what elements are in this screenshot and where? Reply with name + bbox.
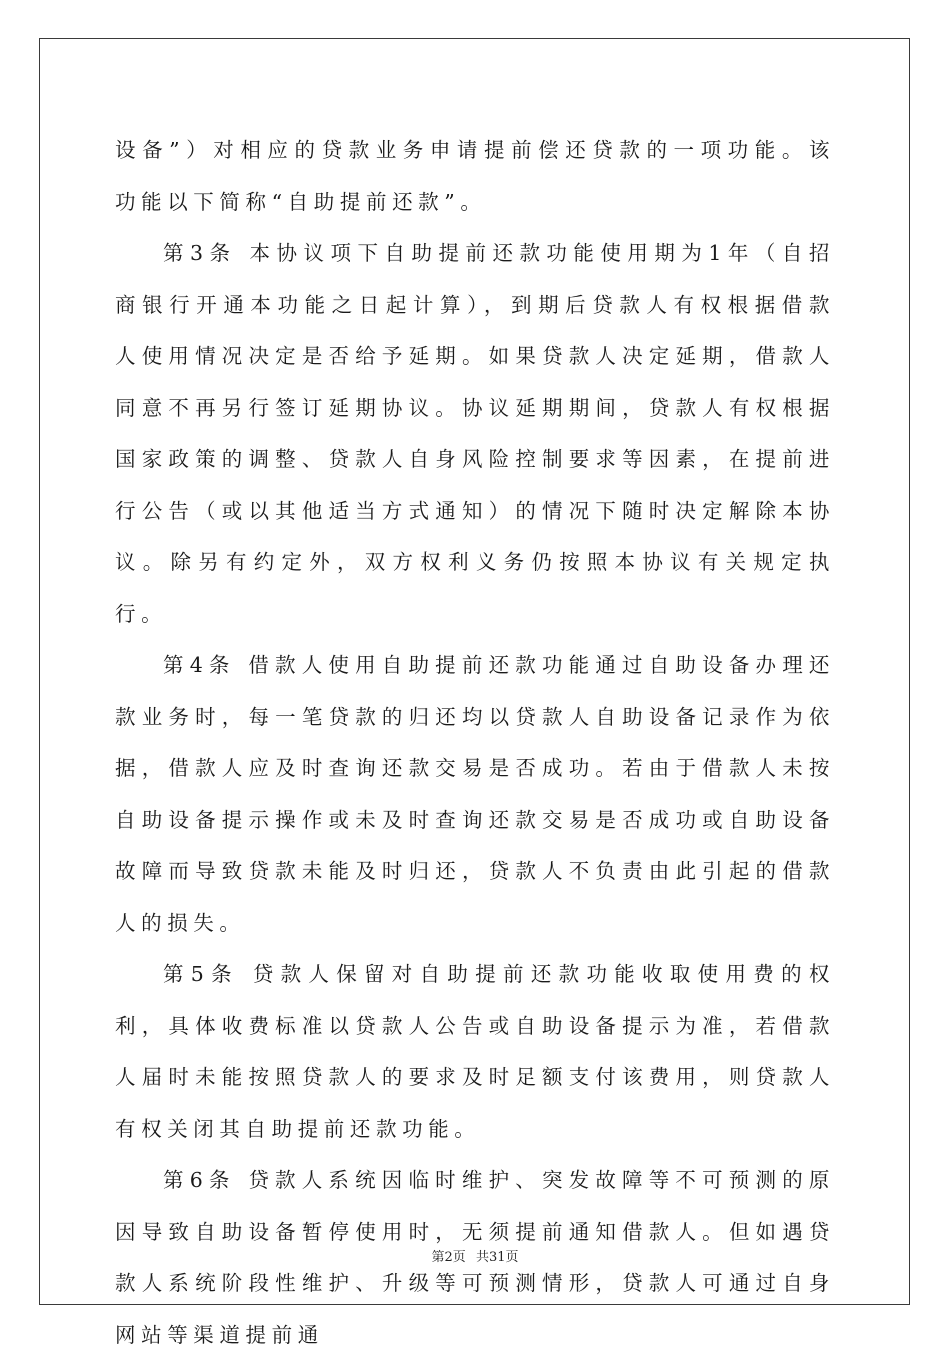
paragraph-article-6: 第6条 贷款人系统因临时维护、突发故障等不可预测的原因导致自助设备暂停使用时，无须提前通知借款人。但如遇贷款人系统阶段性维护、升级等可预测情形，贷款人可通过自身网站等渠道提前通 — [115, 1168, 835, 1347]
paragraph-article-5: 第5条 贷款人保留对自助提前还款功能收取使用费的权利，具体收费标准以贷款人公告或自助设备提示为准，若借款人届时未能按照贷款人的要求及时足额支付该费用，则贷款人有权关闭其自助提前还款功能。 — [115, 962, 835, 1141]
paragraph-article-3: 第3条 本协议项下自助提前还款功能使用期为1年（自招商银行开通本功能之日起计算），到期后贷款人有权根据借款人使用情况决定是否给予延期。如果贷款人决定延期，借款人同意不再另行签订延期协议。协议延期期间，贷款人有权根据国家政策的调整、贷款人自身风险控制要求等因素，在提前进行公告（或以其他适当方式通知）的情况下随时决定解除本协议。除另有约定外，双方权利义务仍按照本协议有关规定执行。 — [115, 241, 835, 626]
page-number: 第2页 — [431, 1250, 466, 1265]
document-body — [115, 125, 835, 1361]
total-pages: 共31页 — [475, 1250, 519, 1265]
paragraph-article-4: 第4条 借款人使用自助提前还款功能通过自助设备办理还款业务时，每一笔贷款的归还均以贷款人自助设备记录作为依据，借款人应及时查询还款交易是否成功。若由于借款人未按自助设备提示操作或未及时查询还款交易是否成功或自助设备故障而导致贷款未能及时归还，贷款人不负责由此引起的借款人的损失。 — [115, 653, 835, 935]
page-footer — [0, 1246, 950, 1265]
paragraph-continuation: 设备”）对相应的贷款业务申请提前偿还贷款的一项功能。该功能以下简称“自助提前还款”。 — [115, 138, 835, 214]
